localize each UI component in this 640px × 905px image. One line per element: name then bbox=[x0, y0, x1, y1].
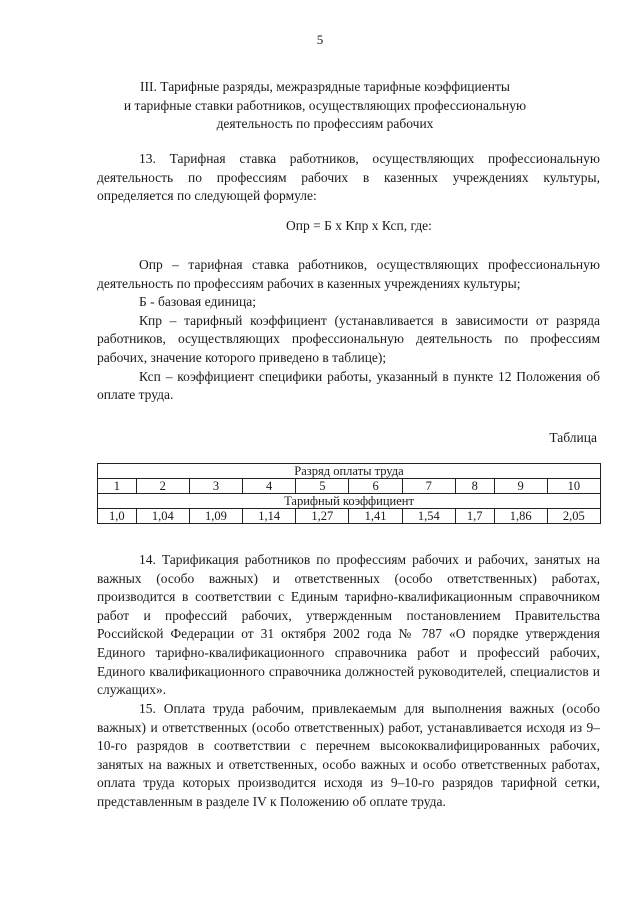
paragraph-14: 14. Тарификация работников по профессиям рабочих и рабочих, занятых на важных (особо важных) и ответственных (особо ответственных) работах, производится в соответствии с Единым тарифно-квалификационным справочником работ и профессий рабочих, утвержденным постановлением Правительства Российской Федерации от 31 октября 2002 года № 787 «О порядке утверждения Единого тарифно-квалификационного справочника работ и профессий рабочих, Единого квалификационного справочника должностей руководителей, специалистов и служащих». bbox=[97, 552, 600, 698]
definition-opr: Опр – тарифная ставка работников, осуществляющих профессиональную деятельность по профессиям рабочих в казенных учреждениях культуры; bbox=[97, 257, 600, 291]
paragraph-15-block bbox=[97, 700, 600, 812]
coefficient-cell: 1,27 bbox=[296, 509, 349, 524]
section-title-line: III. Тарифные разряды, межразрядные тарифные коэффициенты bbox=[140, 79, 510, 94]
grade-cell: 10 bbox=[547, 479, 600, 494]
formula: Опр = Б х Кпр х Ксп, где: bbox=[286, 218, 432, 233]
page-number: 5 bbox=[316, 32, 324, 47]
grade-cell: 9 bbox=[494, 479, 547, 494]
definition-kpr: Кпр – тарифный коэффициент (устанавливается в зависимости от разряда работников, осуществляющих профессиональную деятельность по профессиям рабочих, значение которого приведено в таблице); bbox=[97, 312, 600, 365]
grade-cell: 1 bbox=[98, 479, 137, 494]
coefficients-row bbox=[98, 509, 601, 524]
paragraph-15: 15. Оплата труда рабочим, привлекаемым для выполнения важных (особо важных) и ответственных (особо ответственных) работ, устанавливается исходя из 9–10-го разрядов в соответствии с перечнем высококвалифицированных рабочих, занятых на важных и ответственных, особо важных и особо ответственных работах, оплата труда которых производится исходя из 9–10-го разрядов тарифной сетки, представленным в разделе IV к Положению об оплате труда. bbox=[97, 701, 600, 809]
tariff-table bbox=[97, 463, 601, 524]
grade-cell: 3 bbox=[189, 479, 242, 494]
section-title-line: деятельность по профессиям рабочих bbox=[216, 116, 434, 131]
table-caption: Таблица bbox=[549, 430, 597, 445]
definitions-block bbox=[97, 256, 600, 405]
grade-cell: 6 bbox=[349, 479, 402, 494]
definition-b: Б - базовая единица; bbox=[139, 294, 256, 310]
section-title-line: и тарифные ставки работников, осуществляющих профессиональную bbox=[123, 97, 527, 113]
grade-cell: 4 bbox=[243, 479, 296, 494]
section-title bbox=[90, 78, 560, 134]
table-header-cell: Разряд оплаты труда bbox=[98, 464, 601, 479]
coefficient-cell: 2,05 bbox=[547, 509, 600, 524]
grade-cell: 8 bbox=[455, 479, 494, 494]
coefficient-cell: 1,7 bbox=[455, 509, 494, 524]
grades-row bbox=[98, 479, 601, 494]
coefficient-cell: 1,14 bbox=[243, 509, 296, 524]
paragraph-13-block bbox=[97, 150, 600, 206]
paragraph-13: 13. Тарифная ставка работников, осуществляющих профессиональную деятельность по профессиям рабочих в казенных учреждениях культуры, определяется по следующей формуле: bbox=[97, 151, 600, 204]
table-subheader-cell: Тарифный коэффициент bbox=[98, 494, 601, 509]
table-header-row bbox=[98, 464, 601, 479]
coefficient-cell: 1,0 bbox=[98, 509, 137, 524]
table-subheader-row bbox=[98, 494, 601, 509]
coefficient-cell: 1,86 bbox=[494, 509, 547, 524]
grade-cell: 7 bbox=[402, 479, 455, 494]
coefficient-cell: 1,04 bbox=[136, 509, 189, 524]
paragraph-14-block bbox=[97, 551, 600, 700]
coefficient-cell: 1,09 bbox=[189, 509, 242, 524]
coefficient-cell: 1,54 bbox=[402, 509, 455, 524]
grade-cell: 2 bbox=[136, 479, 189, 494]
grade-cell: 5 bbox=[296, 479, 349, 494]
definition-ksp: Ксп – коэффициент специфики работы, указанный в пункте 12 Положения об оплате труда. bbox=[97, 368, 600, 403]
coefficient-cell: 1,41 bbox=[349, 509, 402, 524]
